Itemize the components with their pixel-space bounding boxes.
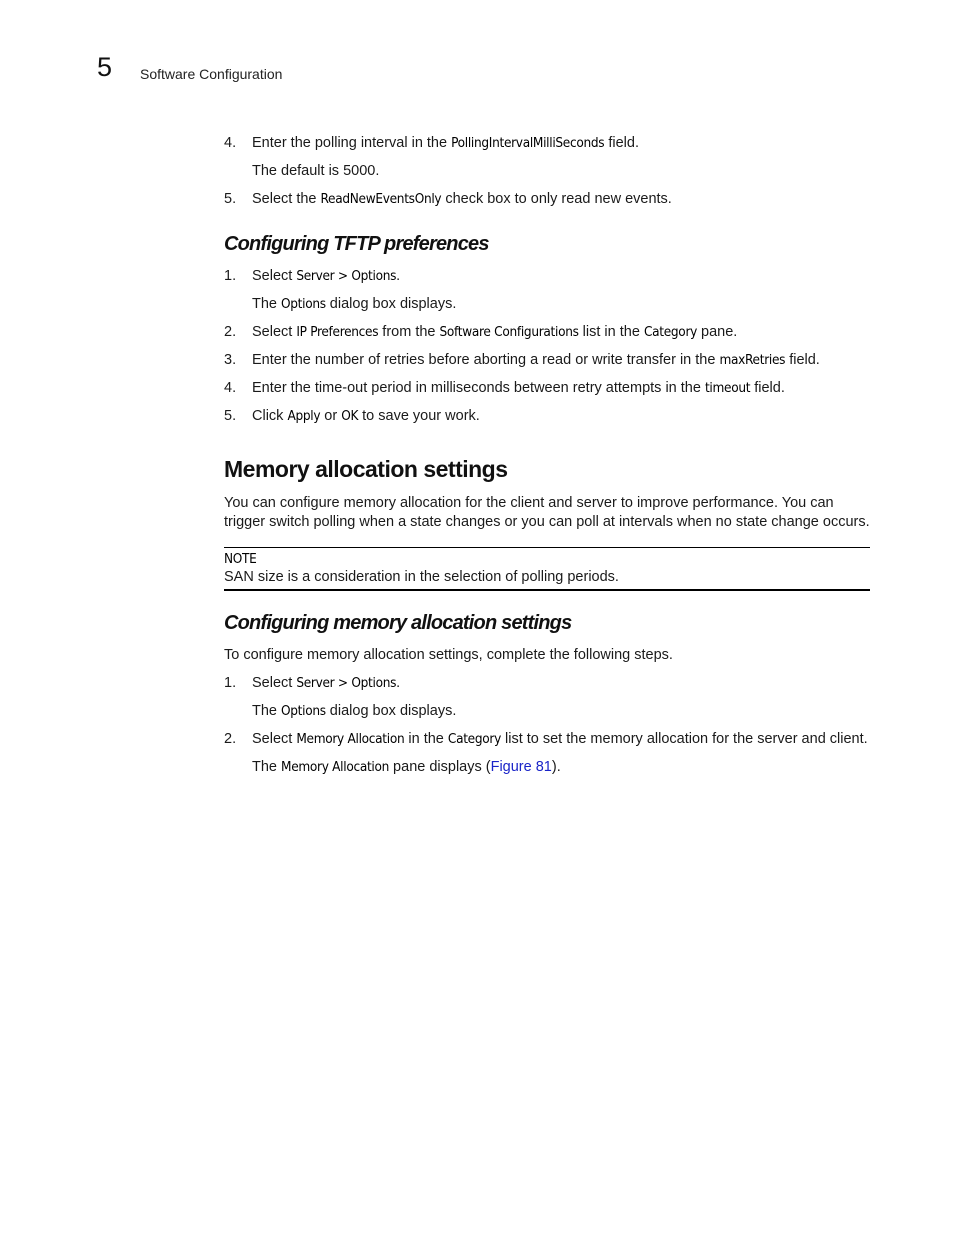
ui-term: PollingIntervalMilliSeconds	[451, 135, 605, 151]
step-text: The	[252, 703, 282, 719]
procedure-lead: To configure memory allocation settings, complete the following steps.	[224, 647, 673, 663]
tftp-step-3	[224, 351, 870, 370]
step-note	[224, 758, 870, 777]
memory-step-2	[224, 730, 870, 749]
memory-step-1	[224, 674, 870, 693]
step-number: 5.	[224, 191, 237, 207]
section-intro: You can configure memory allocation for the client and server to improve performance. You can trigger switch polling when a state changes or you can poll at intervals when no state change occurs.	[224, 495, 870, 530]
step-text: .	[396, 675, 401, 691]
ui-term: IP Preferences	[296, 324, 379, 340]
note-text: SAN size is a consideration in the selection of polling periods.	[224, 569, 619, 585]
step-text: field.	[785, 352, 820, 368]
section-heading: Memory allocation settings	[224, 456, 508, 482]
ui-term: timeout	[704, 380, 751, 396]
step-text: in the	[404, 731, 448, 747]
step-text: to save your work.	[358, 408, 480, 424]
step-text: field.	[750, 380, 785, 396]
step-5-read-new-events	[224, 190, 870, 209]
tftp-step-1	[224, 267, 870, 286]
step-text: dialog box displays.	[325, 703, 457, 719]
step-number: 2.	[224, 324, 237, 340]
ui-term: Options	[281, 296, 326, 312]
ui-term: OK	[341, 408, 359, 424]
tftp-step-5	[224, 407, 870, 426]
step-4-polling-interval	[224, 134, 870, 153]
chapter-number: 5	[97, 52, 113, 82]
step-text: Select	[252, 268, 297, 284]
figure-81-link[interactable]: Figure 81	[490, 759, 552, 775]
page-content	[224, 134, 870, 786]
tftp-subheading: Configuring TFTP preferences	[224, 233, 489, 255]
step-note	[224, 295, 870, 314]
step-text: or	[320, 408, 342, 424]
ui-term: Memory Allocation	[281, 759, 390, 775]
tftp-step-4	[224, 379, 870, 398]
step-text: from the	[378, 324, 440, 340]
chapter-title: Software Configuration	[140, 66, 283, 82]
step-text: Select	[252, 324, 297, 340]
step-text: Enter the polling interval in the	[252, 135, 452, 151]
step-text: Select	[252, 675, 297, 691]
step-text: list to set the memory allocation for the server and client.	[500, 731, 868, 747]
step-number: 2.	[224, 731, 237, 747]
step-number: 4.	[224, 380, 237, 396]
ui-term: maxRetries	[719, 352, 786, 368]
step-number: 3.	[224, 352, 237, 368]
step-number: 4.	[224, 135, 237, 151]
step-note: The default is 5000.	[252, 163, 380, 179]
step-note	[224, 702, 870, 721]
step-text: Enter the time-out period in milliseconds between retry attempts in the	[252, 380, 705, 396]
step-text: Select	[252, 731, 297, 747]
step-text: The	[252, 759, 282, 775]
tftp-step-2	[224, 323, 870, 342]
ui-term: ReadNewEventsOnly	[320, 191, 442, 207]
step-text: ).	[551, 759, 561, 775]
ui-term: Server > Options	[296, 675, 397, 691]
step-number: 5.	[224, 408, 237, 424]
ui-term: Software Configurations	[439, 324, 579, 340]
step-text: Enter the number of retries before aborting a read or write transfer in the	[252, 352, 720, 368]
step-number: 1.	[224, 675, 237, 691]
step-text: .	[396, 268, 401, 284]
step-number: 1.	[224, 268, 237, 284]
ui-term: Server > Options	[296, 268, 397, 284]
ui-term: Category	[643, 324, 698, 340]
step-text: The	[252, 296, 282, 312]
ui-term: Memory Allocation	[296, 731, 405, 747]
step-text: pane.	[697, 324, 738, 340]
note-label: NOTE	[224, 551, 257, 567]
ui-term: Category	[447, 731, 501, 747]
step-text: Select the	[252, 191, 321, 207]
step-text: check box to only read new events.	[441, 191, 672, 207]
step-text: list in the	[578, 324, 644, 340]
step-text: Click	[252, 408, 288, 424]
ui-term: Apply	[287, 408, 321, 424]
step-text: pane displays (	[389, 759, 491, 775]
ui-term: Options	[281, 703, 326, 719]
step-text: dialog box displays.	[325, 296, 457, 312]
step-text: field.	[604, 135, 639, 151]
note-box	[224, 547, 870, 591]
memory-subheading: Configuring memory allocation settings	[224, 612, 572, 634]
